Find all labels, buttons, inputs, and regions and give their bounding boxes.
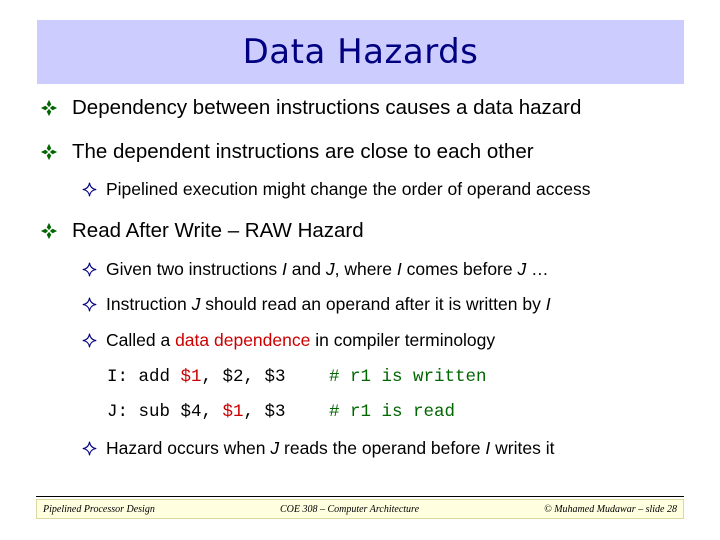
diamond-bullet-icon <box>40 99 58 117</box>
subbullet-pipelined-execution <box>82 179 590 200</box>
bullet-dependency <box>40 96 581 120</box>
star-bullet-icon <box>82 441 97 456</box>
code-comment: # r1 is read <box>329 402 456 422</box>
subbullet-two-instructions <box>82 259 549 280</box>
bullet-raw-hazard <box>40 219 364 243</box>
subbullet-hazard-occurs <box>82 438 554 459</box>
star-bullet-icon <box>82 333 97 348</box>
footer-course-name: COE 308 – Computer Architecture <box>279 503 420 515</box>
code-line-add: I: add $1, $2, $3 # r1 is written <box>107 367 487 387</box>
subbullet-text: Instruction J should read an operand after it is written by I <box>106 294 551 314</box>
diamond-bullet-icon <box>40 222 58 240</box>
subbullet-read-after-write <box>82 294 551 315</box>
data-dependence-term: data dependence <box>175 330 311 350</box>
bullet-text: Read After Write – RAW Hazard <box>72 219 364 242</box>
subbullet-text: Hazard occurs when J reads the operand before I writes it <box>106 438 555 458</box>
bullet-text: Dependency between instructions causes a data hazard <box>72 96 582 119</box>
star-bullet-icon <box>82 262 97 277</box>
bullet-close-instructions <box>40 140 534 164</box>
code-line-sub: J: sub $4, $1, $3 # r1 is read <box>107 402 456 422</box>
code-comment: # r1 is written <box>329 367 487 387</box>
bullet-text: The dependent instructions are close to each other <box>72 140 534 163</box>
slide-title: Data Hazards <box>242 32 479 72</box>
footer-bar <box>36 499 684 519</box>
footer-divider <box>36 496 684 497</box>
subbullet-text: Given two instructions I and J, where I comes before J … <box>106 259 549 279</box>
slide-footer <box>36 496 684 520</box>
subbullet-data-dependence <box>82 330 495 351</box>
subbullet-text: Pipelined execution might change the order of operand access <box>106 179 591 199</box>
footer-course-topic: Pipelined Processor Design <box>43 503 155 515</box>
star-bullet-icon <box>82 297 97 312</box>
title-bar <box>37 20 684 84</box>
star-bullet-icon <box>82 182 97 197</box>
footer-slide-credit: © Muhamed Mudawar – slide 28 <box>544 503 677 515</box>
subbullet-text: Called a data dependence in compiler terminology <box>106 330 496 350</box>
diamond-bullet-icon <box>40 143 58 161</box>
